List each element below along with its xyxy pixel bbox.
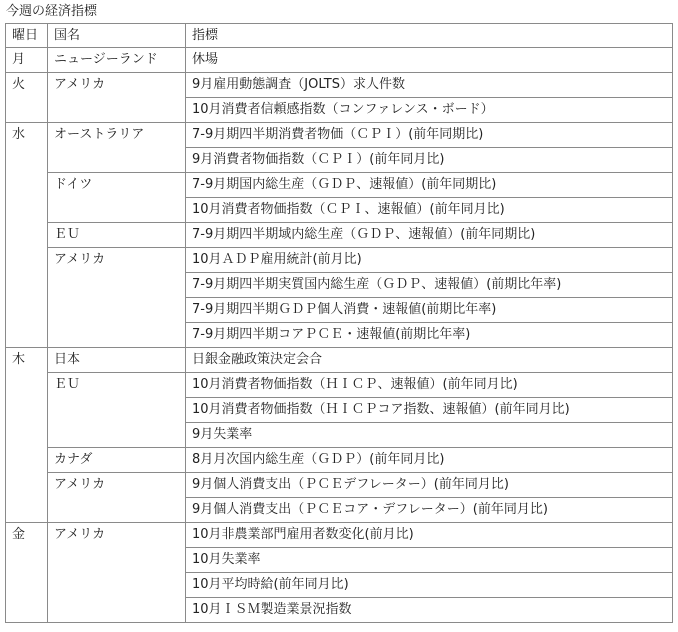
country-cell: アメリカ (48, 473, 186, 523)
country-cell: オーストラリア (48, 123, 186, 173)
indicator-cell: 9月個人消費支出（ＰＣＥデフレーター）(前年同月比) (186, 473, 673, 498)
indicator-cell: 9月消費者物価指数（ＣＰＩ）(前年同月比) (186, 148, 673, 173)
header-day: 曜日 (6, 24, 48, 48)
country-cell: アメリカ (48, 523, 186, 623)
indicator-cell: 10月失業率 (186, 548, 673, 573)
table-row (6, 448, 673, 473)
indicator-cell: 10月消費者物価指数（ＨＩＣＰ、速報値）(前年同月比) (186, 373, 673, 398)
table-row (6, 248, 673, 273)
country-cell: アメリカ (48, 248, 186, 348)
indicator-cell: 10月平均時給(前年同月比) (186, 573, 673, 598)
table-row (6, 173, 673, 198)
indicator-cell: 7-9月期四半期域内総生産（ＧＤＰ、速報値）(前年同期比) (186, 223, 673, 248)
indicator-cell: 10月消費者物価指数（ＣＰＩ、速報値）(前年同月比) (186, 198, 673, 223)
indicator-cell: 9月雇用動態調査（JOLTS）求人件数 (186, 73, 673, 98)
table-row (6, 123, 673, 148)
table-row (6, 348, 673, 373)
country-cell: ニュージーランド (48, 48, 186, 73)
indicator-cell: 10月ＩＳＭ製造業景況指数 (186, 598, 673, 623)
page-title: 今週の経済指標 (6, 4, 98, 19)
country-cell: 日本 (48, 348, 186, 373)
indicator-cell: 10月消費者信頼感指数（コンファレンス・ボード） (186, 98, 673, 123)
economic-indicators-table (5, 23, 673, 623)
table-header-row (6, 24, 673, 48)
indicator-cell: 日銀金融政策決定会合 (186, 348, 673, 373)
indicator-cell: 休場 (186, 48, 673, 73)
table-row (6, 523, 673, 548)
country-cell: ＥＵ (48, 223, 186, 248)
day-cell: 木 (6, 348, 48, 523)
indicator-cell: 7-9月期四半期ＧＤＰ個人消費・速報値(前期比年率) (186, 298, 673, 323)
table-row (6, 48, 673, 73)
day-cell: 火 (6, 73, 48, 123)
country-cell: アメリカ (48, 73, 186, 123)
table-body (6, 48, 673, 623)
day-cell: 水 (6, 123, 48, 348)
header-country: 国名 (48, 24, 186, 48)
table-row (6, 73, 673, 98)
indicator-cell: 7-9月期四半期コアＰＣＥ・速報値(前期比年率) (186, 323, 673, 348)
indicator-cell: 9月失業率 (186, 423, 673, 448)
indicator-cell: 7-9月期国内総生産（ＧＤＰ、速報値）(前年同期比) (186, 173, 673, 198)
indicator-cell: 10月非農業部門雇用者数変化(前月比) (186, 523, 673, 548)
indicator-cell: 10月消費者物価指数（ＨＩＣＰコア指数、速報値）(前年同月比) (186, 398, 673, 423)
header-indicator: 指標 (186, 24, 673, 48)
table-row (6, 373, 673, 398)
indicator-cell: 8月月次国内総生産（ＧＤＰ）(前年同月比) (186, 448, 673, 473)
indicator-cell: 7-9月期四半期消費者物価（ＣＰＩ）(前年同期比) (186, 123, 673, 148)
indicator-cell: 7-9月期四半期実質国内総生産（ＧＤＰ、速報値）(前期比年率) (186, 273, 673, 298)
indicator-cell: 10月ＡＤＰ雇用統計(前月比) (186, 248, 673, 273)
table-row (6, 473, 673, 498)
country-cell: カナダ (48, 448, 186, 473)
day-cell: 金 (6, 523, 48, 623)
indicator-cell: 9月個人消費支出（ＰＣＥコア・デフレーター）(前年同月比) (186, 498, 673, 523)
day-cell: 月 (6, 48, 48, 73)
table-row (6, 223, 673, 248)
country-cell: ドイツ (48, 173, 186, 223)
country-cell: ＥＵ (48, 373, 186, 448)
